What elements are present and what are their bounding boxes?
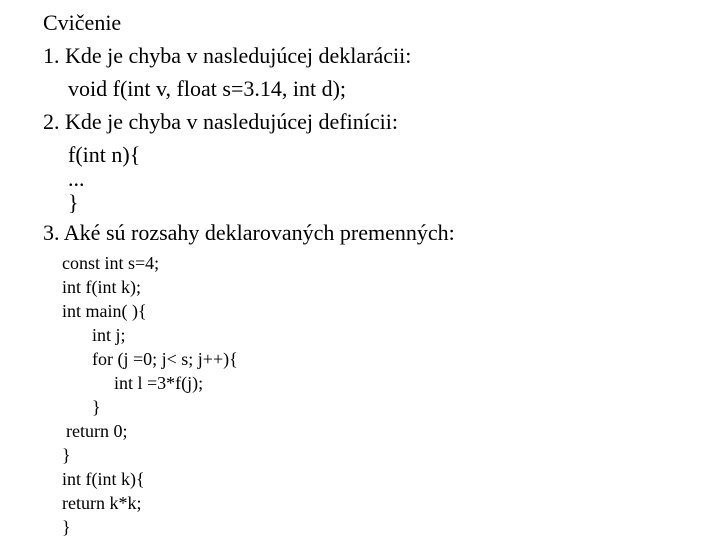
question-3-code-line: int f(int k){ [62,469,145,489]
question-3-code-line: return k*k; [62,493,142,513]
question-3-code-line: return 0; [66,421,128,441]
question-2-code-line: f(int n){ [68,142,141,167]
page-title: Cvičenie [43,10,122,35]
question-3-code-line: int f(int k); [62,277,141,297]
question-2-code-line: } [68,190,79,215]
question-1-label: 1. Kde je chyba v nasledujúcej deklarácii: [43,43,412,68]
question-2-code-line: ... [68,166,85,191]
question-3-code-line: } [62,517,71,537]
question-3-label: 3. Aké sú rozsahy deklarovaných premenných: [43,220,455,245]
question-3-code-line: int l =3*f(j); [114,373,204,393]
question-3-code-line: const int s=4; [62,253,160,273]
question-3-code-line: } [62,445,71,465]
question-3-code-line: int main( ){ [62,301,147,321]
question-2-label: 2. Kde je chyba v nasledujúcej definícii: [43,109,398,134]
question-1-code-line: void f(int v, float s=3.14, int d); [68,76,347,101]
question-3-code-line: for (j =0; j< s; j++){ [92,349,238,369]
question-3-code-line: int j; [92,325,126,345]
question-3-code-line: } [92,397,101,417]
